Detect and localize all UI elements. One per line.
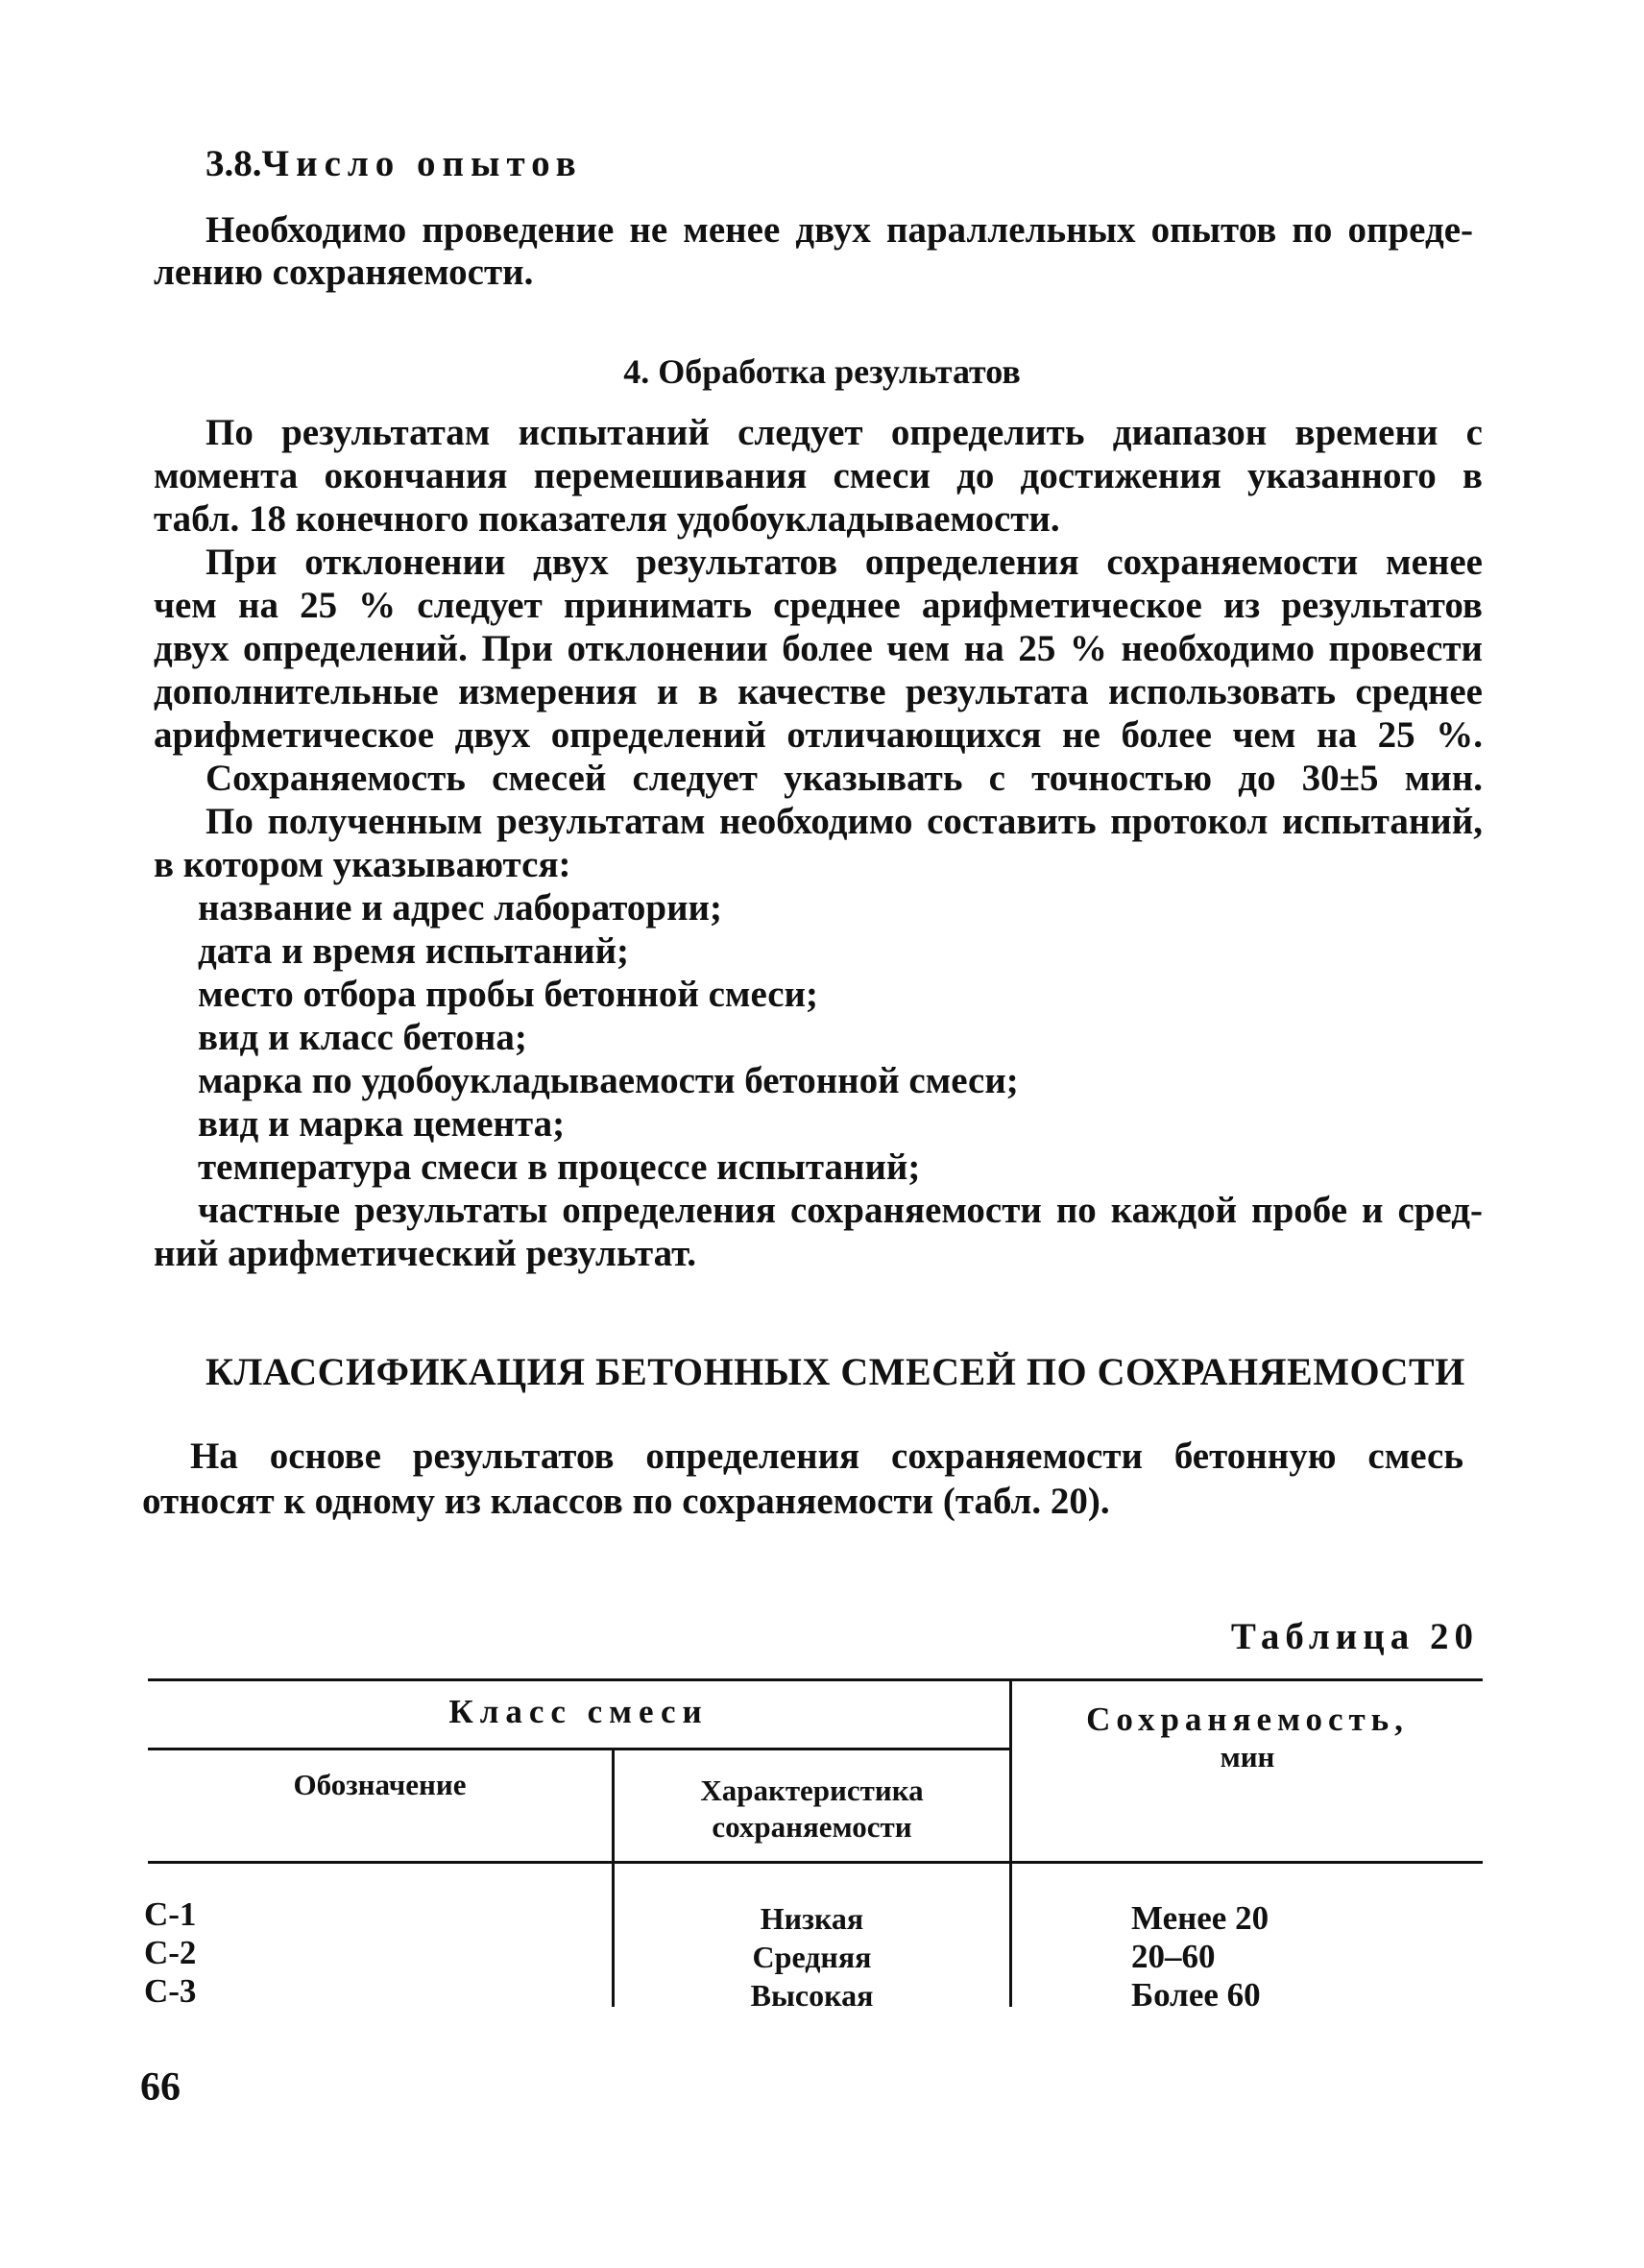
table-col1-header: Обозначение (293, 1768, 467, 1801)
list-item: вид и марка цемента; (198, 1103, 566, 1145)
table-cell-code: С-2 (144, 1934, 197, 1971)
list-item: дата и время испытаний; (198, 930, 630, 972)
paragraph-2-line5: арифметическое двух определений отличающихся не более чем на 25 %. (154, 714, 1483, 756)
section-title: Число опытов (261, 143, 583, 184)
section-4-heading: 4. Обработка результатов (623, 352, 1021, 391)
section-3-8-text-line2: лению сохраняемости. (154, 252, 534, 293)
table-cell-retention: 20–60 (1131, 1938, 1216, 1975)
paragraph-2-line4: дополнительные измерения и в качестве результата использовать среднее (154, 671, 1483, 712)
table-group-header: Класс смеси (448, 1693, 709, 1730)
table-cell-retention: Менее 20 (1131, 1899, 1269, 1937)
paragraph-2-line3: двух определений. При отклонении более чем на 25 % необходимо провести (154, 628, 1483, 669)
paragraph-1-line3: табл. 18 конечного показателя удобоукладываемости. (154, 498, 1060, 540)
table-cell-characteristic: Низкая (760, 1901, 864, 1936)
page-number: 66 (140, 2065, 181, 2110)
list-item: температура смеси в процессе испытаний; (198, 1146, 921, 1188)
paragraph-2-line2: чем на 25 % следует принимать среднее арифметическое из результатов (154, 585, 1483, 626)
list-item: место отбора пробы бетонной смеси; (198, 974, 819, 1015)
table-col3-header-line1: Сохраняемость, (1086, 1701, 1409, 1738)
table-col2-header-line2: сохраняемости (712, 1810, 912, 1844)
section-3-8-heading (206, 142, 583, 185)
table-col3-header-line2: мин (1220, 1740, 1275, 1773)
table-col2-header (615, 1773, 1009, 1846)
table-col3-header (1012, 1698, 1483, 1773)
paragraph-1-line1: По результатам испытаний следует определить диапазон времени с (206, 412, 1483, 453)
classification-text-line1: На основе результатов определения сохраняемости бетонную смесь (190, 1436, 1463, 1477)
table-cell-code: С-1 (144, 1895, 197, 1933)
table-col2-header-line1: Характеристика (700, 1773, 924, 1807)
table-caption: Таблица 20 (1230, 1616, 1479, 1657)
table-cell-code: С-3 (144, 1972, 197, 2010)
list-item: марка по удобоукладываемости бетонной смеси; (198, 1060, 1019, 1101)
list-item: название и адрес лаборатории; (198, 887, 722, 929)
paragraph-2-line1: При отклонении двух результатов определения сохраняемости менее (206, 542, 1483, 583)
paragraph-4-line2: в котором указываются: (154, 844, 571, 885)
classification-text-line2: относят к одному из классов по сохраняемости (табл. 20). (142, 1481, 1110, 1522)
paragraph-1-line2: момента окончания перемешивания смеси до достижения указанного в (154, 455, 1483, 496)
table-cell-retention: Более 60 (1131, 1976, 1261, 2014)
table-top-rule (148, 1678, 1483, 1681)
section-number: 3.8. (206, 143, 262, 184)
paragraph-3: Сохраняемость смесей следует указывать с точностью до 30±5 мин. (206, 758, 1483, 799)
classification-heading: КЛАССИФИКАЦИЯ БЕТОННЫХ СМЕСЕЙ ПО СОХРАНЯЕМОСТИ (206, 1350, 1465, 1393)
table-cell-characteristic: Средняя (752, 1940, 872, 1974)
list-item-last-line2: ний арифметический результат. (154, 1233, 697, 1274)
table-header-rule (148, 1861, 1483, 1864)
list-item-last-line1: частные результаты определения сохраняемости по каждой пробе и сред- (198, 1190, 1483, 1231)
table-group-rule (148, 1748, 1012, 1750)
table-cell-characteristic: Высокая (750, 1978, 874, 2013)
section-3-8-text-line1: Необходимо проведение не менее двух параллельных опытов по опреде- (206, 209, 1473, 251)
list-item: вид и класс бетона; (198, 1017, 527, 1058)
paragraph-4-line1: По полученным результатам необходимо составить протокол испытаний, (206, 801, 1483, 842)
